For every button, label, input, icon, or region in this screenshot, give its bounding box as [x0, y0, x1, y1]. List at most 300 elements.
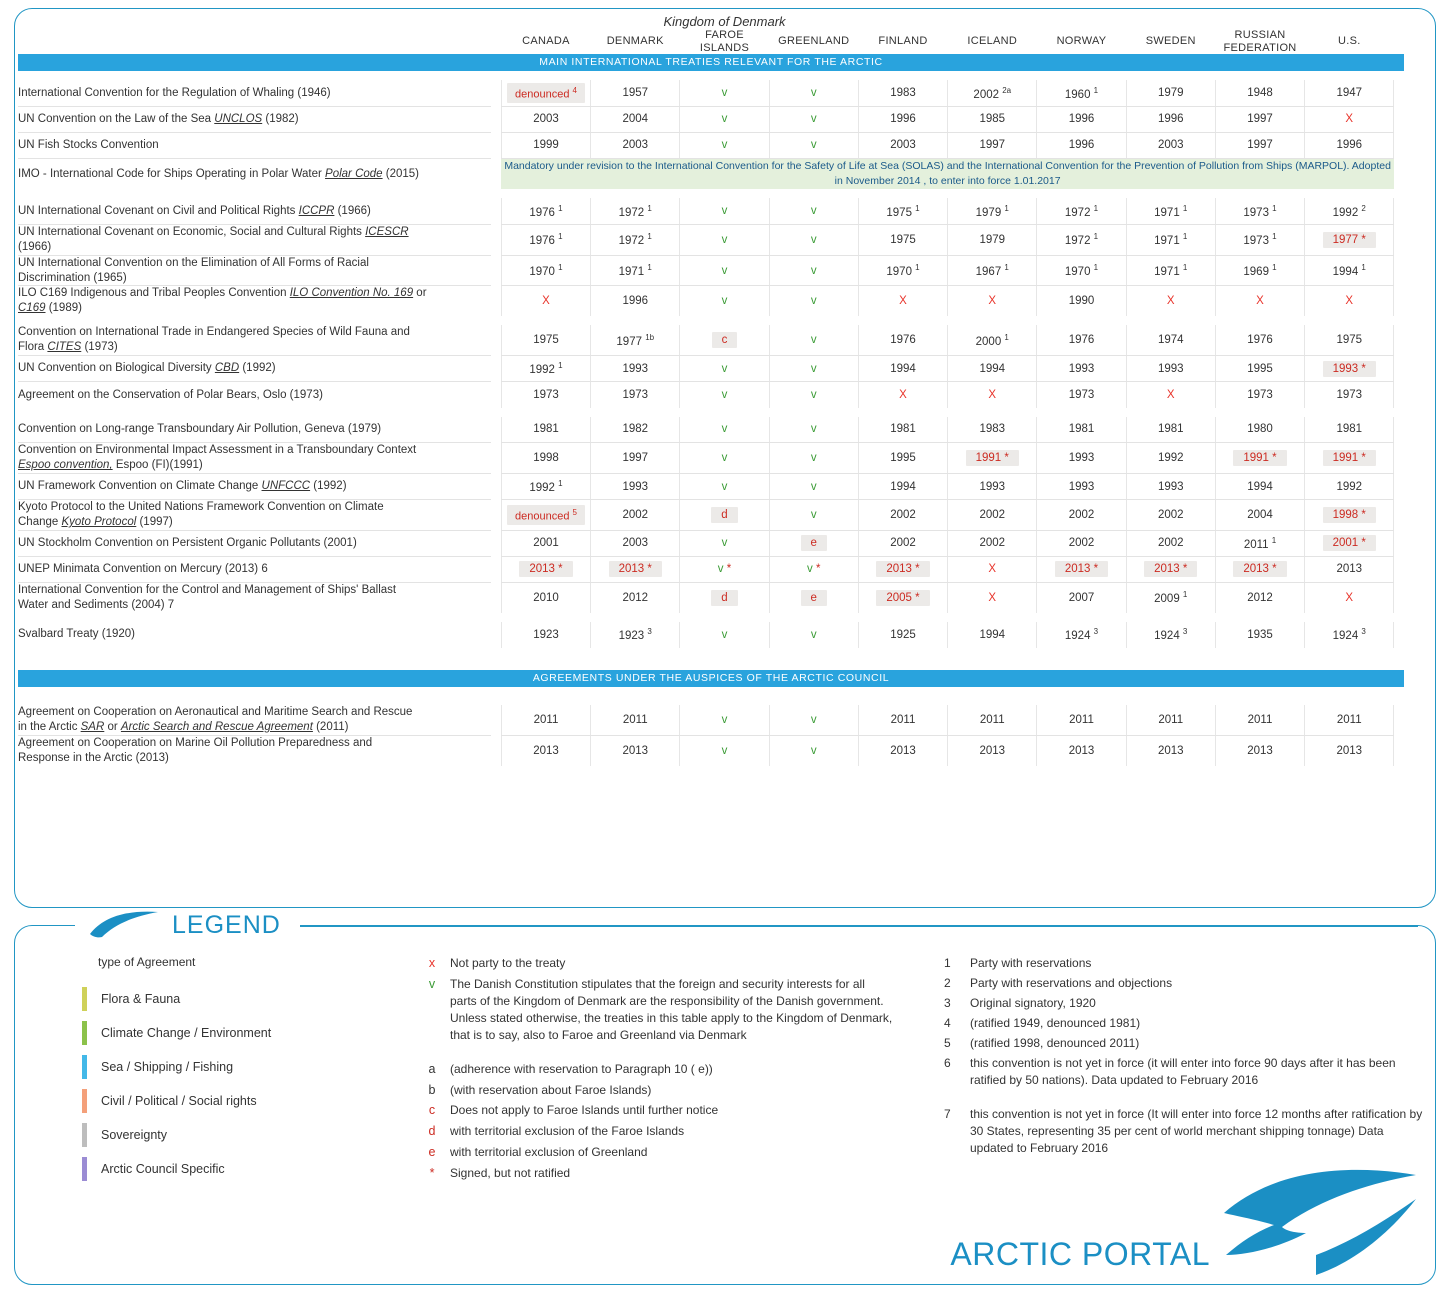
- cell-finland: 1981: [858, 417, 947, 443]
- legend-desc-d: with territorial exclusion of the Faroe Islands: [450, 1124, 685, 1139]
- cell-denmark: 1982: [591, 417, 680, 443]
- category-bar-sea-right: [1394, 582, 1404, 612]
- row-label: Convention on International Trade in Endangered Species of Wild Fauna and Flora CITES (1973): [18, 325, 491, 355]
- cell-canada: X: [501, 286, 590, 316]
- cell-norway: 1993: [1037, 474, 1126, 500]
- cell-canada: 2013: [501, 735, 590, 765]
- legend-types-column: [80, 955, 380, 1186]
- legend-symbol-b: [414, 1082, 894, 1100]
- legend-symbol-a: [414, 1061, 894, 1079]
- cell-russia: 2013: [1215, 735, 1304, 765]
- cell-sweden: 2013 *: [1126, 556, 1215, 582]
- cell-us: 1975: [1305, 325, 1394, 355]
- row-label: Convention on Environmental Impact Assessment in a Transboundary Context Espoo convention, Espoo (FI)(1991): [18, 443, 491, 474]
- category-bar-sea-right: [1394, 556, 1404, 582]
- cell-sweden: 1971 $^1$: [1126, 198, 1215, 224]
- cell-us: 1994 $^1$: [1305, 255, 1394, 286]
- legend-symbols-column: [414, 955, 894, 1185]
- cell-faroe: v: [680, 382, 769, 408]
- legend-item-civil: [80, 1084, 380, 1118]
- category-bar-climate: [491, 417, 501, 443]
- cell-iceland: 1994: [948, 356, 1037, 382]
- category-bar-climate-right: [1394, 474, 1404, 500]
- cell-greenland: v: [769, 500, 858, 531]
- legend-note-num-2: 2: [944, 976, 951, 991]
- cell-us: 1996: [1305, 132, 1394, 158]
- cell-faroe: v: [680, 705, 769, 735]
- legend-desc-a: (adherence with reservation to Paragraph 10 ( e)): [450, 1061, 713, 1076]
- category-bar-flora: [491, 132, 501, 158]
- legend-desc-e: with territorial exclusion of Greenland: [450, 1144, 648, 1159]
- cell-finland: 2013 *: [858, 556, 947, 582]
- cell-canada: 1981: [501, 417, 590, 443]
- cell-norway: 1990: [1037, 286, 1126, 316]
- table-row: [18, 198, 1404, 224]
- legend-key-a: a: [428, 1061, 436, 1076]
- section-band-arctic-row: [18, 670, 1404, 687]
- category-bar-sovereignty-right: [1394, 622, 1404, 648]
- cell-russia: 2011: [1215, 705, 1304, 735]
- cell-russia: 1995: [1215, 356, 1304, 382]
- category-bar-flora-right: [1394, 382, 1404, 408]
- cell-greenland: v: [769, 325, 858, 355]
- cell-finland: 2005 *: [858, 582, 947, 612]
- cell-faroe: v: [680, 286, 769, 316]
- cell-greenland: v: [769, 255, 858, 286]
- legend-note-num-7: 7: [944, 1107, 951, 1122]
- cell-finland: 2003: [858, 132, 947, 158]
- row-label: Convention on Long-range Transboundary Air Pollution, Geneva (1979): [18, 417, 491, 443]
- cell-finland: 1970 $^1$: [858, 255, 947, 286]
- cell-greenland: v: [769, 356, 858, 382]
- cell-norway: 1976: [1037, 325, 1126, 355]
- cell-sweden: 2011: [1126, 705, 1215, 735]
- cell-russia: 1997: [1215, 106, 1304, 132]
- treaty-table: [18, 14, 1404, 766]
- category-bar-sovereignty: [491, 622, 501, 648]
- cell-canada: 1998: [501, 443, 590, 474]
- row-label: IMO - International Code for Ships Operating in Polar Water Polar Code (2015): [18, 167, 420, 180]
- legend-symbol-e: [414, 1144, 894, 1162]
- category-bar-civil-right: [1394, 286, 1404, 316]
- cell-sweden: 2002: [1126, 530, 1215, 556]
- cell-us: X: [1305, 106, 1394, 132]
- cell-us: 1924 $^3$: [1305, 622, 1394, 648]
- category-bar-flora-right: [1394, 356, 1404, 382]
- cell-sweden: 2003: [1126, 132, 1215, 158]
- cell-sweden: 1993: [1126, 474, 1215, 500]
- col-header-sweden: SWEDEN: [1145, 35, 1196, 48]
- row-label: Svalbard Treaty (1920): [18, 628, 135, 641]
- col-header-norway: NORWAY: [1056, 35, 1107, 48]
- legend-note-num-3: 3: [944, 996, 951, 1011]
- cell-greenland: v: [769, 705, 858, 735]
- cell-greenland: v: [769, 132, 858, 158]
- bird-swoosh-icon: [88, 910, 160, 940]
- legend-note-text-4: (ratified 1949, denounced 1981): [970, 1016, 1141, 1031]
- legend-key-e: e: [428, 1144, 436, 1159]
- cell-greenland: e: [769, 530, 858, 556]
- col-header-greenland: GREENLAND: [778, 35, 850, 48]
- cell-russia: 1935: [1215, 622, 1304, 648]
- cell-sweden: 1981: [1126, 417, 1215, 443]
- category-bar-arctic: [491, 705, 501, 735]
- legend-label-arctic: Arctic Council Specific: [101, 1162, 225, 1176]
- cell-denmark: 1972 $^1$: [591, 198, 680, 224]
- cell-finland: 2013: [858, 735, 947, 765]
- cell-sweden: 1971 $^1$: [1126, 224, 1215, 255]
- cell-russia: 1994: [1215, 474, 1304, 500]
- cell-norway: 1993: [1037, 356, 1126, 382]
- legend-key-b: b: [428, 1082, 436, 1097]
- cell-sweden: 1992: [1126, 443, 1215, 474]
- cell-faroe: v: [680, 132, 769, 158]
- cell-norway: 1972 $^1$: [1037, 224, 1126, 255]
- category-bar-climate-right: [1394, 500, 1404, 531]
- cell-canada: 1976 $^1$: [501, 198, 590, 224]
- cell-denmark: 2013: [591, 735, 680, 765]
- swatch-arctic-council: [82, 1157, 87, 1181]
- cell-faroe: v: [680, 224, 769, 255]
- cell-us: X: [1305, 582, 1394, 612]
- cell-greenland: v: [769, 224, 858, 255]
- row-label: Kyoto Protocol to the United Nations Framework Convention on Climate Change Kyoto Protocol (1997): [18, 500, 491, 531]
- cell-denmark: 2003: [591, 132, 680, 158]
- cell-norway: 2002: [1037, 500, 1126, 531]
- row-label: UN Stockholm Convention on Persistent Organic Pollutants (2001): [18, 530, 491, 556]
- cell-iceland: 2013: [948, 735, 1037, 765]
- legend-label-sea: Sea / Shipping / Fishing: [101, 1060, 234, 1074]
- cell-faroe: v: [680, 106, 769, 132]
- category-bar-climate-right: [1394, 443, 1404, 474]
- legend-desc-b: (with reservation about Faroe Islands): [450, 1082, 652, 1097]
- legend-note-text-1: Party with reservations: [970, 956, 1092, 970]
- cell-faroe: v: [680, 80, 769, 106]
- cell-greenland: v: [769, 382, 858, 408]
- cell-faroe: v: [680, 443, 769, 474]
- legend-key-v: v: [428, 976, 436, 991]
- arctic-portal-bird-icon: [1220, 1169, 1420, 1279]
- row-label: UN International Covenant on Economic, Social and Cultural Rights ICESCR (1966): [18, 224, 491, 255]
- cell-faroe: d: [680, 500, 769, 531]
- cell-iceland: X: [948, 286, 1037, 316]
- table-row: [18, 474, 1404, 500]
- legend-symbol-x: [414, 955, 894, 973]
- table-row: [18, 382, 1404, 408]
- legend-item-sovereignty: [80, 1118, 380, 1152]
- row-label: Agreement on the Conservation of Polar Bears, Oslo (1973): [18, 388, 323, 401]
- table-row: [18, 325, 1404, 355]
- cell-norway: 2002: [1037, 530, 1126, 556]
- cell-faroe: v: [680, 735, 769, 765]
- cell-iceland: 2002: [948, 530, 1037, 556]
- legend-key-c: c: [428, 1103, 436, 1118]
- legend-title: [88, 908, 281, 942]
- legend-desc-asterisk: Signed, but not ratified: [450, 1165, 571, 1180]
- cell-canada: denounced $^4$: [501, 80, 590, 106]
- cell-russia: 1948: [1215, 80, 1304, 106]
- legend-label-sovereignty: Sovereignty: [101, 1128, 168, 1142]
- cell-faroe: v: [680, 530, 769, 556]
- row-label: UN Framework Convention on Climate Change UNFCCC (1992): [18, 474, 491, 500]
- category-bar-civil-right: [1394, 198, 1404, 224]
- row-label: International Convention for the Regulation of Whaling (1946): [18, 80, 491, 106]
- cell-canada: 1970 $^1$: [501, 255, 590, 286]
- cell-denmark: 1973: [591, 382, 680, 408]
- cell-us: 1998 *: [1305, 500, 1394, 531]
- cell-russia: 1991 *: [1215, 443, 1304, 474]
- col-header-russian-federation: RUSSIAN FEDERATION: [1223, 29, 1297, 54]
- swatch-sea: [82, 1055, 87, 1079]
- legend-title-text: LEGEND: [172, 910, 281, 939]
- cell-us: 2001 *: [1305, 530, 1394, 556]
- cell-sweden: X: [1126, 382, 1215, 408]
- cell-canada: 2011: [501, 705, 590, 735]
- cell-iceland: 2002: [948, 500, 1037, 531]
- cell-finland: 2011: [858, 705, 947, 735]
- cell-us: 1977 *: [1305, 224, 1394, 255]
- category-bar-flora-right: [1394, 132, 1404, 158]
- category-bar-flora-right: [1394, 106, 1404, 132]
- cell-finland: 1995: [858, 443, 947, 474]
- cell-us: 1993 *: [1305, 356, 1394, 382]
- category-bar-sea: [491, 530, 501, 556]
- section-band-main: MAIN INTERNATIONAL TREATIES RELEVANT FOR THE ARCTIC: [18, 54, 1404, 71]
- cell-iceland: 1979 $^1$: [948, 198, 1037, 224]
- brand-name: ARCTIC PORTAL: [950, 1236, 1210, 1272]
- category-bar-flora: [491, 106, 501, 132]
- category-bar-civil-right: [1394, 255, 1404, 286]
- legend-notes-column: [944, 955, 1424, 1160]
- legend-note-num-5: 5: [944, 1036, 951, 1051]
- row-label: International Convention for the Control and Management of Ships' Ballast Water and Sediments (2004) 7: [18, 583, 397, 611]
- legend-note-text-3: Original signatory, 1920: [970, 996, 1096, 1011]
- cell-iceland: 1967 $^1$: [948, 255, 1037, 286]
- col-header-iceland: ICELAND: [967, 35, 1018, 48]
- category-bar-arctic-right: [1394, 705, 1404, 735]
- cell-faroe: v: [680, 417, 769, 443]
- swatch-climate: [82, 1021, 87, 1045]
- cell-russia: 2013 *: [1215, 556, 1304, 582]
- legend-desc-c: Does not apply to Faroe Islands until further notice: [450, 1103, 719, 1118]
- row-label: UN Convention on Biological Diversity CBD (1992): [18, 356, 491, 382]
- category-bar-climate-right: [1394, 417, 1404, 443]
- legend-note-5: [944, 1035, 1424, 1052]
- cell-russia: 1973 $^1$: [1215, 224, 1304, 255]
- col-header-faroe-islands: FAROE ISLANDS: [699, 29, 750, 54]
- cell-sweden: 1993: [1126, 356, 1215, 382]
- cell-iceland: 2011: [948, 705, 1037, 735]
- legend-desc-v: The Danish Constitution stipulates that the foreign and security interests for all parts of the Kingdom of Denmark are the responsibility of the Danish government. Unless stated otherwise, the treaties in this table apply to the Kingdom of Denmark, that is to say, also to Faroe and Greenland via Denmark: [450, 976, 893, 1042]
- category-bar-sea-right: [1394, 530, 1404, 556]
- cell-iceland: 1994: [948, 622, 1037, 648]
- legend-item-flora: [80, 982, 380, 1016]
- row-label: Agreement on Cooperation on Aeronautical and Maritime Search and Rescue in the Arctic SAR or Arctic Search and Rescue Agreement (2011): [18, 705, 491, 735]
- cell-russia: 1973 $^1$: [1215, 198, 1304, 224]
- cell-us: 1992: [1305, 474, 1394, 500]
- legend-key-d: d: [428, 1124, 436, 1139]
- legend-item-arctic: [80, 1152, 380, 1186]
- col-header-denmark: DENMARK: [606, 35, 664, 48]
- category-bar-civil: [491, 198, 501, 224]
- cell-denmark: 2002: [591, 500, 680, 531]
- cell-canada: 1976 $^1$: [501, 224, 590, 255]
- row-label: Agreement on Cooperation on Marine Oil Pollution Preparedness and Response in the Arctic (2013): [18, 736, 373, 764]
- cell-norway: 1924 $^3$: [1037, 622, 1126, 648]
- cell-canada: 2010: [501, 582, 590, 612]
- cell-us: 2013: [1305, 735, 1394, 765]
- cell-denmark: 1957: [591, 80, 680, 106]
- category-bar-civil: [491, 255, 501, 286]
- cell-finland: 1925: [858, 622, 947, 648]
- cell-greenland: v: [769, 286, 858, 316]
- cell-sweden: 1971 $^1$: [1126, 255, 1215, 286]
- table-row: [18, 132, 1404, 158]
- cell-finland: 2002: [858, 500, 947, 531]
- cell-iceland: 1993: [948, 474, 1037, 500]
- legend-note-7: [944, 1106, 1424, 1157]
- kingdom-of-denmark-label: Kingdom of Denmark: [663, 14, 786, 29]
- table-row: [18, 356, 1404, 382]
- cell-canada: 1923: [501, 622, 590, 648]
- legend-item-sea: [80, 1050, 380, 1084]
- table-row: [18, 158, 1404, 189]
- table-row: [18, 286, 1404, 316]
- col-header-finland: FINLAND: [878, 35, 928, 48]
- category-bar-flora-right: [1394, 325, 1404, 355]
- table-row: [18, 705, 1404, 735]
- header-country-row: [18, 29, 1404, 54]
- category-bar-arctic: [491, 735, 501, 765]
- category-bar-flora: [491, 382, 501, 408]
- legend-symbol-asterisk: [414, 1165, 894, 1183]
- cell-norway: 1970 $^1$: [1037, 255, 1126, 286]
- legend-divider: [300, 925, 1418, 927]
- legend-symbol-d: [414, 1123, 894, 1141]
- cell-us: 1991 *: [1305, 443, 1394, 474]
- cell-canada: 2013 *: [501, 556, 590, 582]
- cell-greenland: e: [769, 582, 858, 612]
- cell-iceland: 2002 $^{2a}$: [948, 80, 1037, 106]
- category-bar-arctic-right: [1394, 735, 1404, 765]
- legend-label-climate: Climate Change / Environment: [101, 1026, 272, 1040]
- cell-norway: 1993: [1037, 443, 1126, 474]
- legend-key-asterisk: *: [429, 1165, 435, 1180]
- legend-label-flora: Flora & Fauna: [101, 992, 181, 1006]
- cell-russia: X: [1215, 286, 1304, 316]
- cell-russia: 1969 $^1$: [1215, 255, 1304, 286]
- cell-denmark: 1993: [591, 474, 680, 500]
- row-label: UN International Convention on the Elimination of All Forms of Racial Discrimination (1965): [18, 255, 491, 286]
- category-bar-civil: [491, 286, 501, 316]
- cell-russia: 2004: [1215, 500, 1304, 531]
- cell-sweden: 2013: [1126, 735, 1215, 765]
- cell-denmark: 1923 $^3$: [591, 622, 680, 648]
- cell-iceland: 1991 *: [948, 443, 1037, 474]
- cell-denmark: 2013 *: [591, 556, 680, 582]
- row-label: UNEP Minimata Convention on Mercury (2013) 6: [18, 556, 491, 582]
- brand-logo: [950, 1169, 1420, 1279]
- legend-note-6: [944, 1055, 1424, 1089]
- cell-finland: 1976: [858, 325, 947, 355]
- table-row: [18, 530, 1404, 556]
- cell-canada: 1975: [501, 325, 590, 355]
- cell-faroe: c: [680, 325, 769, 355]
- cell-finland: X: [858, 286, 947, 316]
- table-row: [18, 622, 1404, 648]
- cell-norway: 2013 *: [1037, 556, 1126, 582]
- legend-note-2: [944, 975, 1424, 992]
- cell-denmark: 1972 $^1$: [591, 224, 680, 255]
- cell-finland: 1975: [858, 224, 947, 255]
- cell-greenland: v: [769, 80, 858, 106]
- cell-us: 1992 $^2$: [1305, 198, 1394, 224]
- category-bar-climate: [491, 443, 501, 474]
- cell-greenland: v: [769, 622, 858, 648]
- category-bar-climate: [491, 500, 501, 531]
- cell-norway: 1981: [1037, 417, 1126, 443]
- cell-sweden: 2002: [1126, 500, 1215, 531]
- cell-finland: X: [858, 382, 947, 408]
- legend-symbol-v: [414, 976, 894, 1044]
- legend-symbol-c: [414, 1102, 894, 1120]
- cell-canada: 1999: [501, 132, 590, 158]
- legend-note-num-1: 1: [944, 956, 951, 970]
- swatch-civil: [82, 1089, 87, 1113]
- cell-finland: 1994: [858, 474, 947, 500]
- cell-canada: 1973: [501, 382, 590, 408]
- cell-denmark: 2004: [591, 106, 680, 132]
- cell-greenland: v: [769, 474, 858, 500]
- section-band-main-row: [18, 54, 1404, 71]
- cell-canada: 1992 $^1$: [501, 474, 590, 500]
- cell-norway: 1960 $^1$: [1037, 80, 1126, 106]
- legend-item-climate: [80, 1016, 380, 1050]
- legend-note-text-7: this convention is not yet in force (It will enter into force 12 months after ratification by 30 States, representing 35 per cent of world merchant shipping tonnage) Data updated to February 2016: [970, 1107, 1423, 1156]
- legend-desc-x: Not party to the treaty: [450, 956, 566, 970]
- legend-key-x: x: [428, 956, 436, 970]
- cell-finland: 1996: [858, 106, 947, 132]
- cell-norway: 2013: [1037, 735, 1126, 765]
- cell-faroe: v *: [680, 556, 769, 582]
- cell-greenland: v: [769, 735, 858, 765]
- cell-denmark: 1993: [591, 356, 680, 382]
- cell-denmark: 2003: [591, 530, 680, 556]
- category-bar-flora: [491, 325, 501, 355]
- cell-faroe: v: [680, 622, 769, 648]
- cell-finland: 1983: [858, 80, 947, 106]
- cell-greenland: v: [769, 198, 858, 224]
- table-row: [18, 556, 1404, 582]
- cell-denmark: 2011: [591, 705, 680, 735]
- mandatory-note: Mandatory under revision to the International Convention for the Safety of Life at Sea (SOLAS) and the International Convention for the Prevention of Pollution from Ships (MARPOL). Adopted in November 2014 , to enter into force 1.01.2017: [501, 158, 1394, 189]
- category-bar-sea: [491, 582, 501, 612]
- category-bar-flora: [491, 356, 501, 382]
- legend-note-1: [944, 955, 1424, 972]
- category-bar-civil: [491, 224, 501, 255]
- table-row: [18, 443, 1404, 474]
- cell-norway: 1973: [1037, 382, 1126, 408]
- cell-us: 1947: [1305, 80, 1394, 106]
- cell-norway: 1996: [1037, 106, 1126, 132]
- table-row: [18, 224, 1404, 255]
- cell-canada: 2001: [501, 530, 590, 556]
- cell-sweden: 1974: [1126, 325, 1215, 355]
- legend-note-3: [944, 995, 1424, 1012]
- cell-us: 1981: [1305, 417, 1394, 443]
- cell-denmark: 1977 $^{1b}$: [591, 325, 680, 355]
- category-bar-sea: [491, 556, 501, 582]
